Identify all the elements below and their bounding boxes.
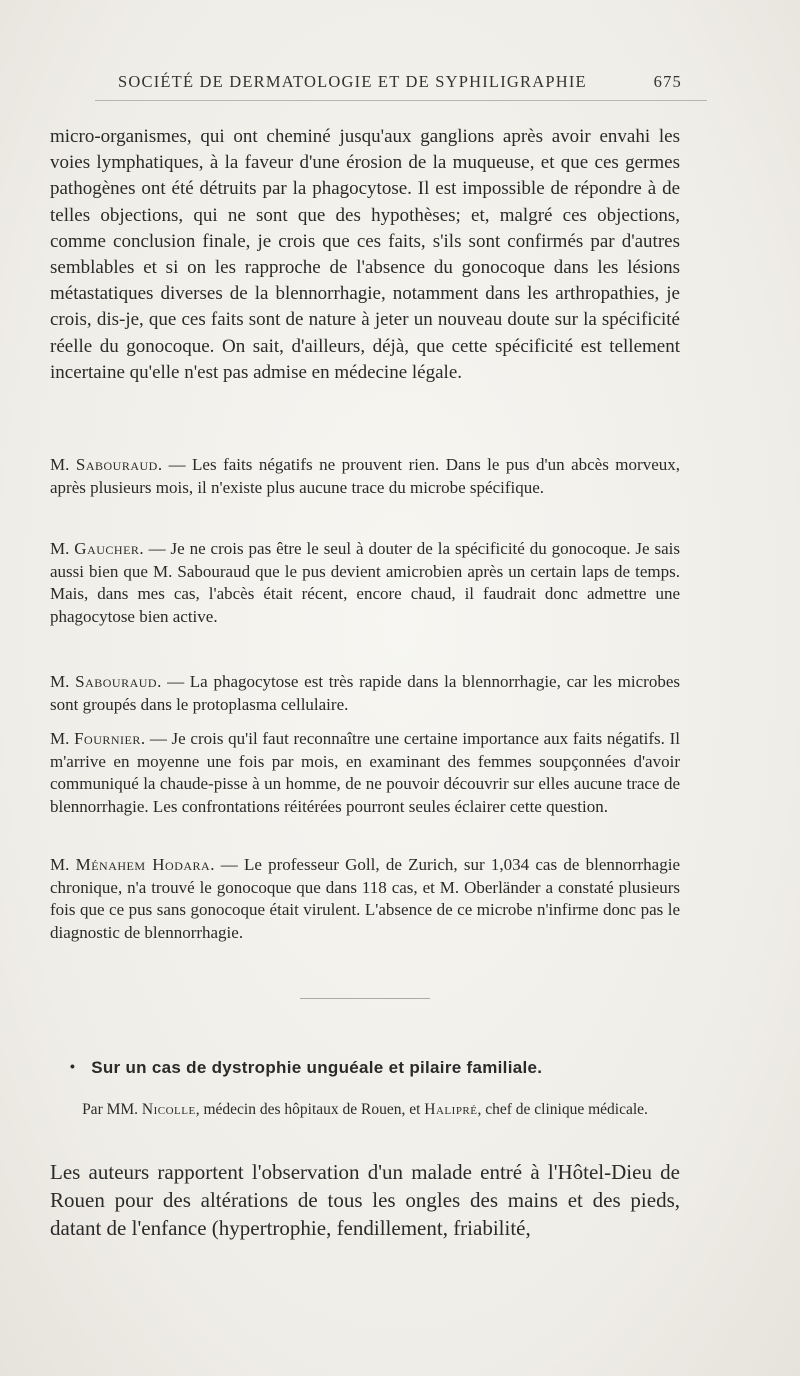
author-nicolle: Nicolle <box>141 1101 196 1118</box>
speaker-name: Sabouraud <box>75 455 158 474</box>
discussion-text: . — La phagocytose est très rapide dans la blennorrhagie, car les microbes sont groupés dans le protoplasma cellulaire. <box>50 672 680 714</box>
discussion-sabouraud-1 <box>50 454 680 499</box>
speaker-name: Gaucher <box>74 539 140 558</box>
discussion-hodara <box>50 854 680 944</box>
speaker-prefix: M. <box>50 855 76 874</box>
section-opening-paragraph: Les auteurs rapportent l'observation d'un malade entré à l'Hôtel-Dieu de Rouen pour des altérations de tous les ongles des mains et des pieds, datant de l'enfance (hypertrophie, fendillement, friabilité, <box>50 1160 680 1240</box>
section-title <box>70 1058 670 1078</box>
speaker-prefix: M. <box>50 539 75 558</box>
speaker-name: Ménahem Hodara <box>75 855 211 874</box>
bullet-icon: • <box>70 1058 76 1074</box>
section-divider <box>300 998 430 999</box>
discussion-text: . — Je ne crois pas être le seul à douter de la spécificité du gonocoque. Je sais aussi bien que M. Sabouraud que le pus devient amicrobien après un certain laps de temps. Mais, dans mes cas, l'abcès était récent, encore chaud, il faudrait donc admettre une phagocytose bien active. <box>50 539 680 626</box>
running-title: SOCIÉTÉ DE DERMATOLOGIE ET DE SYPHILIGRAPHIE <box>118 72 587 91</box>
running-header <box>118 72 682 92</box>
paragraph-intro: micro-organismes, qui ont cheminé jusqu'aux ganglions après avoir envahi les voies lymphatiques, à la faveur d'une érosion de la muqueuse, et que ces germes pathogènes ont été détruits par la phagocytose. Il est impossible de répondre à de telles objections, qui ne sont que des hypothèses; et, malgré ces objections, comme conclusion finale, je crois que ces faits, s'ils sont confirmés par d'autres semblables et si on les rapproche de l'absence du gonocoque dans les lésions métastatiques diverses de la blennorrhagie, notamment dans les arthropathies, je crois, dis-je, que ces faits sont de nature à jeter un nouveau doute sur la spécificité réelle du gonocoque. On sait, d'ailleurs, déjà, que cette spécificité est tellement incertaine qu'elle n'est pas admise en médecine légale. <box>50 126 680 383</box>
byline-prefix: Par MM. <box>82 1101 142 1118</box>
section-title-text: Sur un cas de dystrophie unguéale et pilaire familiale. <box>91 1058 543 1077</box>
author-halipre: Halipré <box>424 1101 478 1118</box>
speaker-prefix: M. <box>50 672 76 691</box>
header-rule <box>95 100 707 101</box>
discussion-text: . — Je crois qu'il faut reconnaître une certaine importance aux faits négatifs. Il m'arrive en moyenne une fois par mois, en examinant des femmes soupçonnées d'avoir communiqué la chaude-pisse à un homme, de ne pouvoir découvrir sur elles aucune trace de blennorrhagie. Les confrontations réitérées pourront seules éclairer cette question. <box>50 729 680 816</box>
discussion-text: . — Le professeur Goll, de Zurich, sur 1,034 cas de blennorrhagie chronique, n'a trouvé le gonocoque que dans 118 cas, et M. Oberländer a constaté plusieurs fois que ce pus sans gonocoque était virulent. L'absence de ce microbe n'infirme donc pas le diagnostic de blennorrhagie. <box>50 855 680 942</box>
author-role: , médecin des hôpitaux de Rouen, et <box>195 1101 425 1118</box>
speaker-name: Sabouraud <box>75 672 158 691</box>
discussion-gaucher <box>50 538 680 628</box>
speaker-prefix: M. <box>50 455 76 474</box>
speaker-name: Fournier <box>74 729 141 748</box>
speaker-prefix: M. <box>50 729 75 748</box>
byline <box>50 1100 680 1120</box>
discussion-text: . — Les faits négatifs ne prouvent rien. Dans le pus d'un abcès morveux, après plusieurs mois, il n'existe plus aucune trace du microbe spécifique. <box>50 455 680 497</box>
page-number: 675 <box>653 72 682 91</box>
author-role: , chef de clinique médicale. <box>477 1101 648 1118</box>
discussion-sabouraud-2 <box>50 671 680 716</box>
discussion-fournier <box>50 728 680 818</box>
